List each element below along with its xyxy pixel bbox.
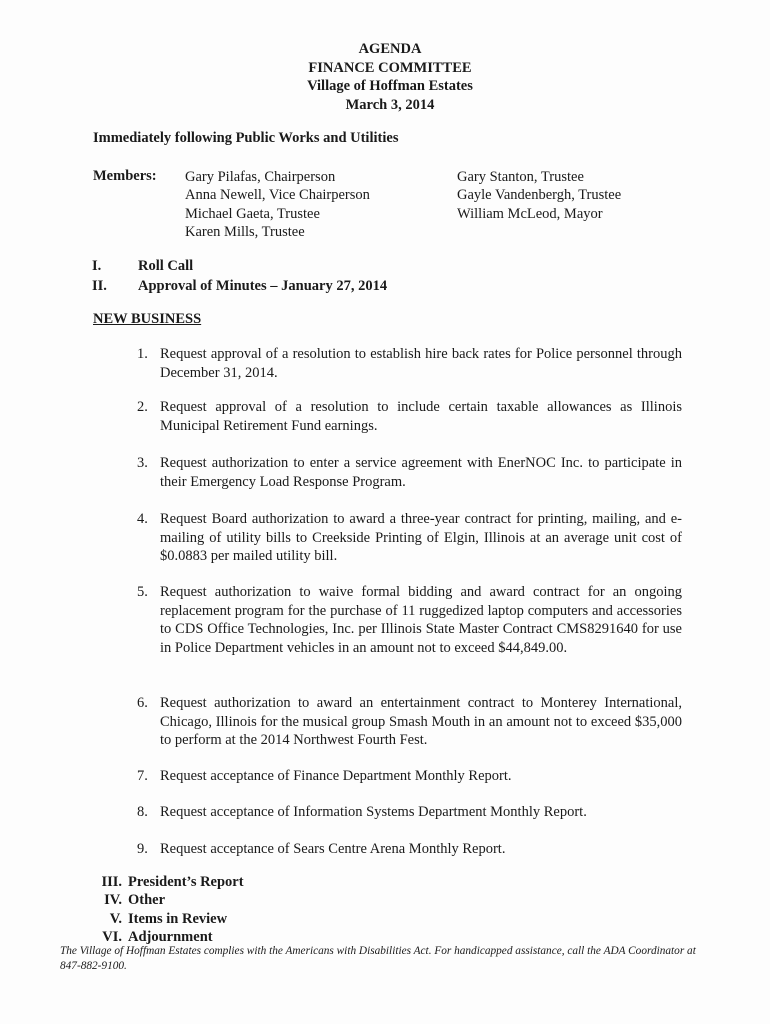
item-text: Request approval of a resolution to include certain taxable allowances as Illinois Municipal Retirement Fund earnings. (160, 399, 682, 434)
members-label: Members: (93, 168, 157, 184)
member-name: Gayle Vandenbergh, Trustee (457, 187, 622, 204)
closing-sections (76, 873, 244, 946)
section-label: Items in Review (128, 910, 228, 927)
section-number: IV. (104, 892, 122, 909)
item-text: Request authorization to waive formal bidding and award contract for an ongoing replacement program for the purchase of 11 ruggedized laptop computers and accessories to CDS Office Technologies, Inc. per Illinois State Master Contract CMS8291640 for use in Police Department vehicles in an amount not to exceed $44,849.00. (160, 584, 682, 656)
item-number: 6. (137, 695, 148, 711)
section-number: I. (92, 258, 102, 274)
member-name: William McLeod, Mayor (457, 205, 603, 222)
section-label: Approval of Minutes – January 27, 2014 (138, 278, 388, 294)
section-number: VI. (102, 928, 122, 945)
agenda-section-approval-minutes (92, 277, 387, 295)
member-name: Michael Gaeta, Trustee (185, 205, 320, 222)
item-number: 5. (137, 584, 148, 600)
members-column-left (185, 168, 370, 241)
item-number: 2. (137, 399, 148, 415)
item-text: Request approval of a resolution to establish hire back rates for Police personnel through December 31, 2014. (160, 346, 682, 381)
business-item (137, 583, 682, 657)
header-line-date: March 3, 2014 (345, 96, 435, 113)
member-name: Karen Mills, Trustee (185, 223, 305, 240)
section-number: V. (109, 910, 122, 927)
agenda-section-roll-call (92, 257, 193, 275)
item-text: Request acceptance of Finance Department Monthly Report. (160, 768, 512, 784)
agenda-section-other (76, 891, 244, 909)
item-number: 8. (137, 804, 148, 820)
member-name: Gary Stanton, Trustee (457, 169, 584, 185)
header-line-village: Village of Hoffman Estates (307, 78, 473, 94)
business-item (137, 398, 682, 435)
business-item (137, 803, 682, 822)
agenda-section-items-in-review (76, 910, 244, 928)
section-number: II. (92, 278, 107, 294)
item-number: 4. (137, 511, 148, 527)
section-label: Adjournment (128, 928, 213, 945)
item-number: 3. (137, 455, 148, 471)
item-number: 1. (137, 346, 148, 362)
section-number: III. (101, 874, 122, 890)
members-column-right (457, 168, 621, 223)
item-number: 7. (137, 768, 148, 784)
header-line-agenda: AGENDA (358, 41, 422, 57)
agenda-section-presidents-report (76, 873, 244, 891)
item-number: 9. (137, 841, 148, 857)
ada-compliance-notice: The Village of Hoffman Estates complies with the Americans with Disabilities Act. For handicapped assistance, call the ADA Coordinator at 847-882-9100. (60, 945, 696, 972)
meeting-timing-note: Immediately following Public Works and Utilities (93, 130, 399, 146)
item-text: Request authorization to award an entertainment contract to Monterey International, Chicago, Illinois for the musical group Smash Mouth in an amount not to exceed $35,000 to perform at the 2014 Northwest Fourth Fest. (160, 695, 682, 749)
item-text: Request acceptance of Sears Centre Arena Monthly Report. (160, 841, 506, 857)
member-name: Anna Newell, Vice Chairperson (185, 187, 370, 204)
business-item (137, 510, 682, 566)
business-item (137, 694, 682, 750)
business-item (137, 345, 682, 382)
member-name: Gary Pilafas, Chairperson (185, 169, 336, 185)
item-text: Request acceptance of Information Systems Department Monthly Report. (160, 804, 587, 820)
section-label: Roll Call (138, 258, 194, 274)
agenda-header (0, 40, 770, 114)
business-item (137, 454, 682, 491)
header-line-committee: FINANCE COMMITTEE (308, 59, 472, 76)
section-label: Other (128, 892, 166, 909)
business-item (137, 767, 682, 786)
new-business-heading: NEW BUSINESS (93, 311, 202, 327)
section-label: President’s Report (128, 874, 244, 890)
item-text: Request Board authorization to award a three-year contract for printing, mailing, and e-mailing of utility bills to Creekside Printing of Elgin, Illinois at an average unit cost of $0.0883 per mailed utility bill. (160, 511, 682, 565)
business-item (137, 840, 682, 859)
item-text: Request authorization to enter a service agreement with EnerNOC Inc. to participate in their Emergency Load Response Program. (160, 455, 682, 490)
